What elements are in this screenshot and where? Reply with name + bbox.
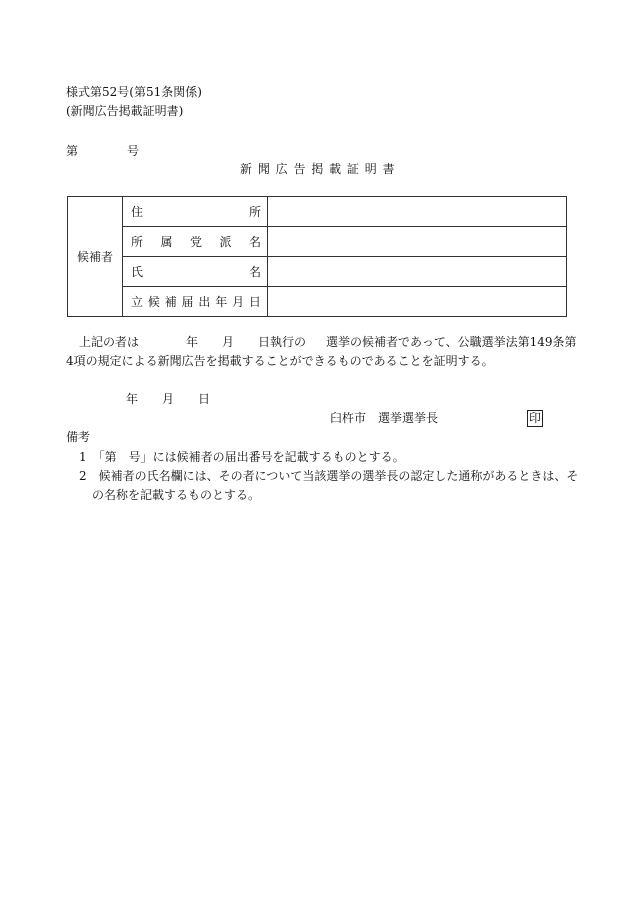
note-item-2: 2 候補者の氏名欄には、その者について当該選挙の選挙長の認定した通称があるときは、そ bbox=[79, 469, 579, 483]
row-label-filing-date bbox=[123, 287, 268, 317]
number-gou: 号 bbox=[127, 144, 140, 158]
form-number: 様式第52号(第51条関係) bbox=[66, 85, 202, 99]
date-year: 年 bbox=[126, 392, 139, 406]
seal-mark: 印 bbox=[529, 411, 542, 425]
body-text-month: 月 bbox=[222, 335, 235, 349]
form-subtitle: (新聞広告掲載証明書) bbox=[66, 104, 184, 118]
party-field[interactable] bbox=[268, 227, 567, 257]
label-char: 派 bbox=[219, 235, 232, 249]
candidate-group-label: 候補者 bbox=[68, 197, 123, 317]
note-item-1: 1 「第 号」には候補者の届出番号を記載するものとする。 bbox=[79, 450, 405, 464]
label-char: 住 bbox=[131, 205, 144, 219]
label-char: 年 bbox=[215, 295, 228, 309]
label-char: 氏 bbox=[131, 265, 144, 279]
issuer: 臼杵市 選挙選挙長 bbox=[330, 411, 439, 425]
candidate-table bbox=[67, 196, 567, 317]
note-item-2-cont: の名称を記載するものとする。 bbox=[92, 488, 261, 502]
label-char: 属 bbox=[160, 235, 173, 249]
label-char: 所 bbox=[248, 205, 261, 219]
body-text-a: 上記の者は bbox=[79, 335, 140, 349]
date-day: 日 bbox=[198, 392, 211, 406]
row-label-address bbox=[123, 197, 268, 227]
label-char: 出 bbox=[198, 295, 211, 309]
date-month: 月 bbox=[162, 392, 175, 406]
label-char: 所 bbox=[131, 235, 144, 249]
label-char: 日 bbox=[248, 295, 261, 309]
label-char: 届 bbox=[181, 295, 194, 309]
name-field[interactable] bbox=[268, 257, 567, 287]
label-char: 月 bbox=[232, 295, 245, 309]
body-text-year: 年 bbox=[186, 335, 199, 349]
label-char: 名 bbox=[248, 235, 261, 249]
label-char: 党 bbox=[189, 235, 202, 249]
filing-date-field[interactable] bbox=[268, 287, 567, 317]
number-dai: 第 bbox=[66, 144, 79, 158]
body-text-election: 選挙の候補者であって、公職選挙法第149条第 bbox=[326, 335, 577, 349]
label-char: 名 bbox=[248, 265, 261, 279]
body-text-day: 日執行の bbox=[258, 335, 307, 349]
address-field[interactable] bbox=[268, 197, 567, 227]
row-label-party bbox=[123, 227, 268, 257]
label-char: 補 bbox=[164, 295, 177, 309]
label-char: 立 bbox=[131, 295, 144, 309]
body-text-line2: 4項の規定による新聞広告を掲載することができるものであることを証明する。 bbox=[66, 354, 494, 368]
notes-heading: 備考 bbox=[66, 430, 91, 444]
label-char: 候 bbox=[147, 295, 160, 309]
row-label-name bbox=[123, 257, 268, 287]
document-title: 新 聞 広 告 掲 載 証 明 書 bbox=[240, 162, 396, 176]
